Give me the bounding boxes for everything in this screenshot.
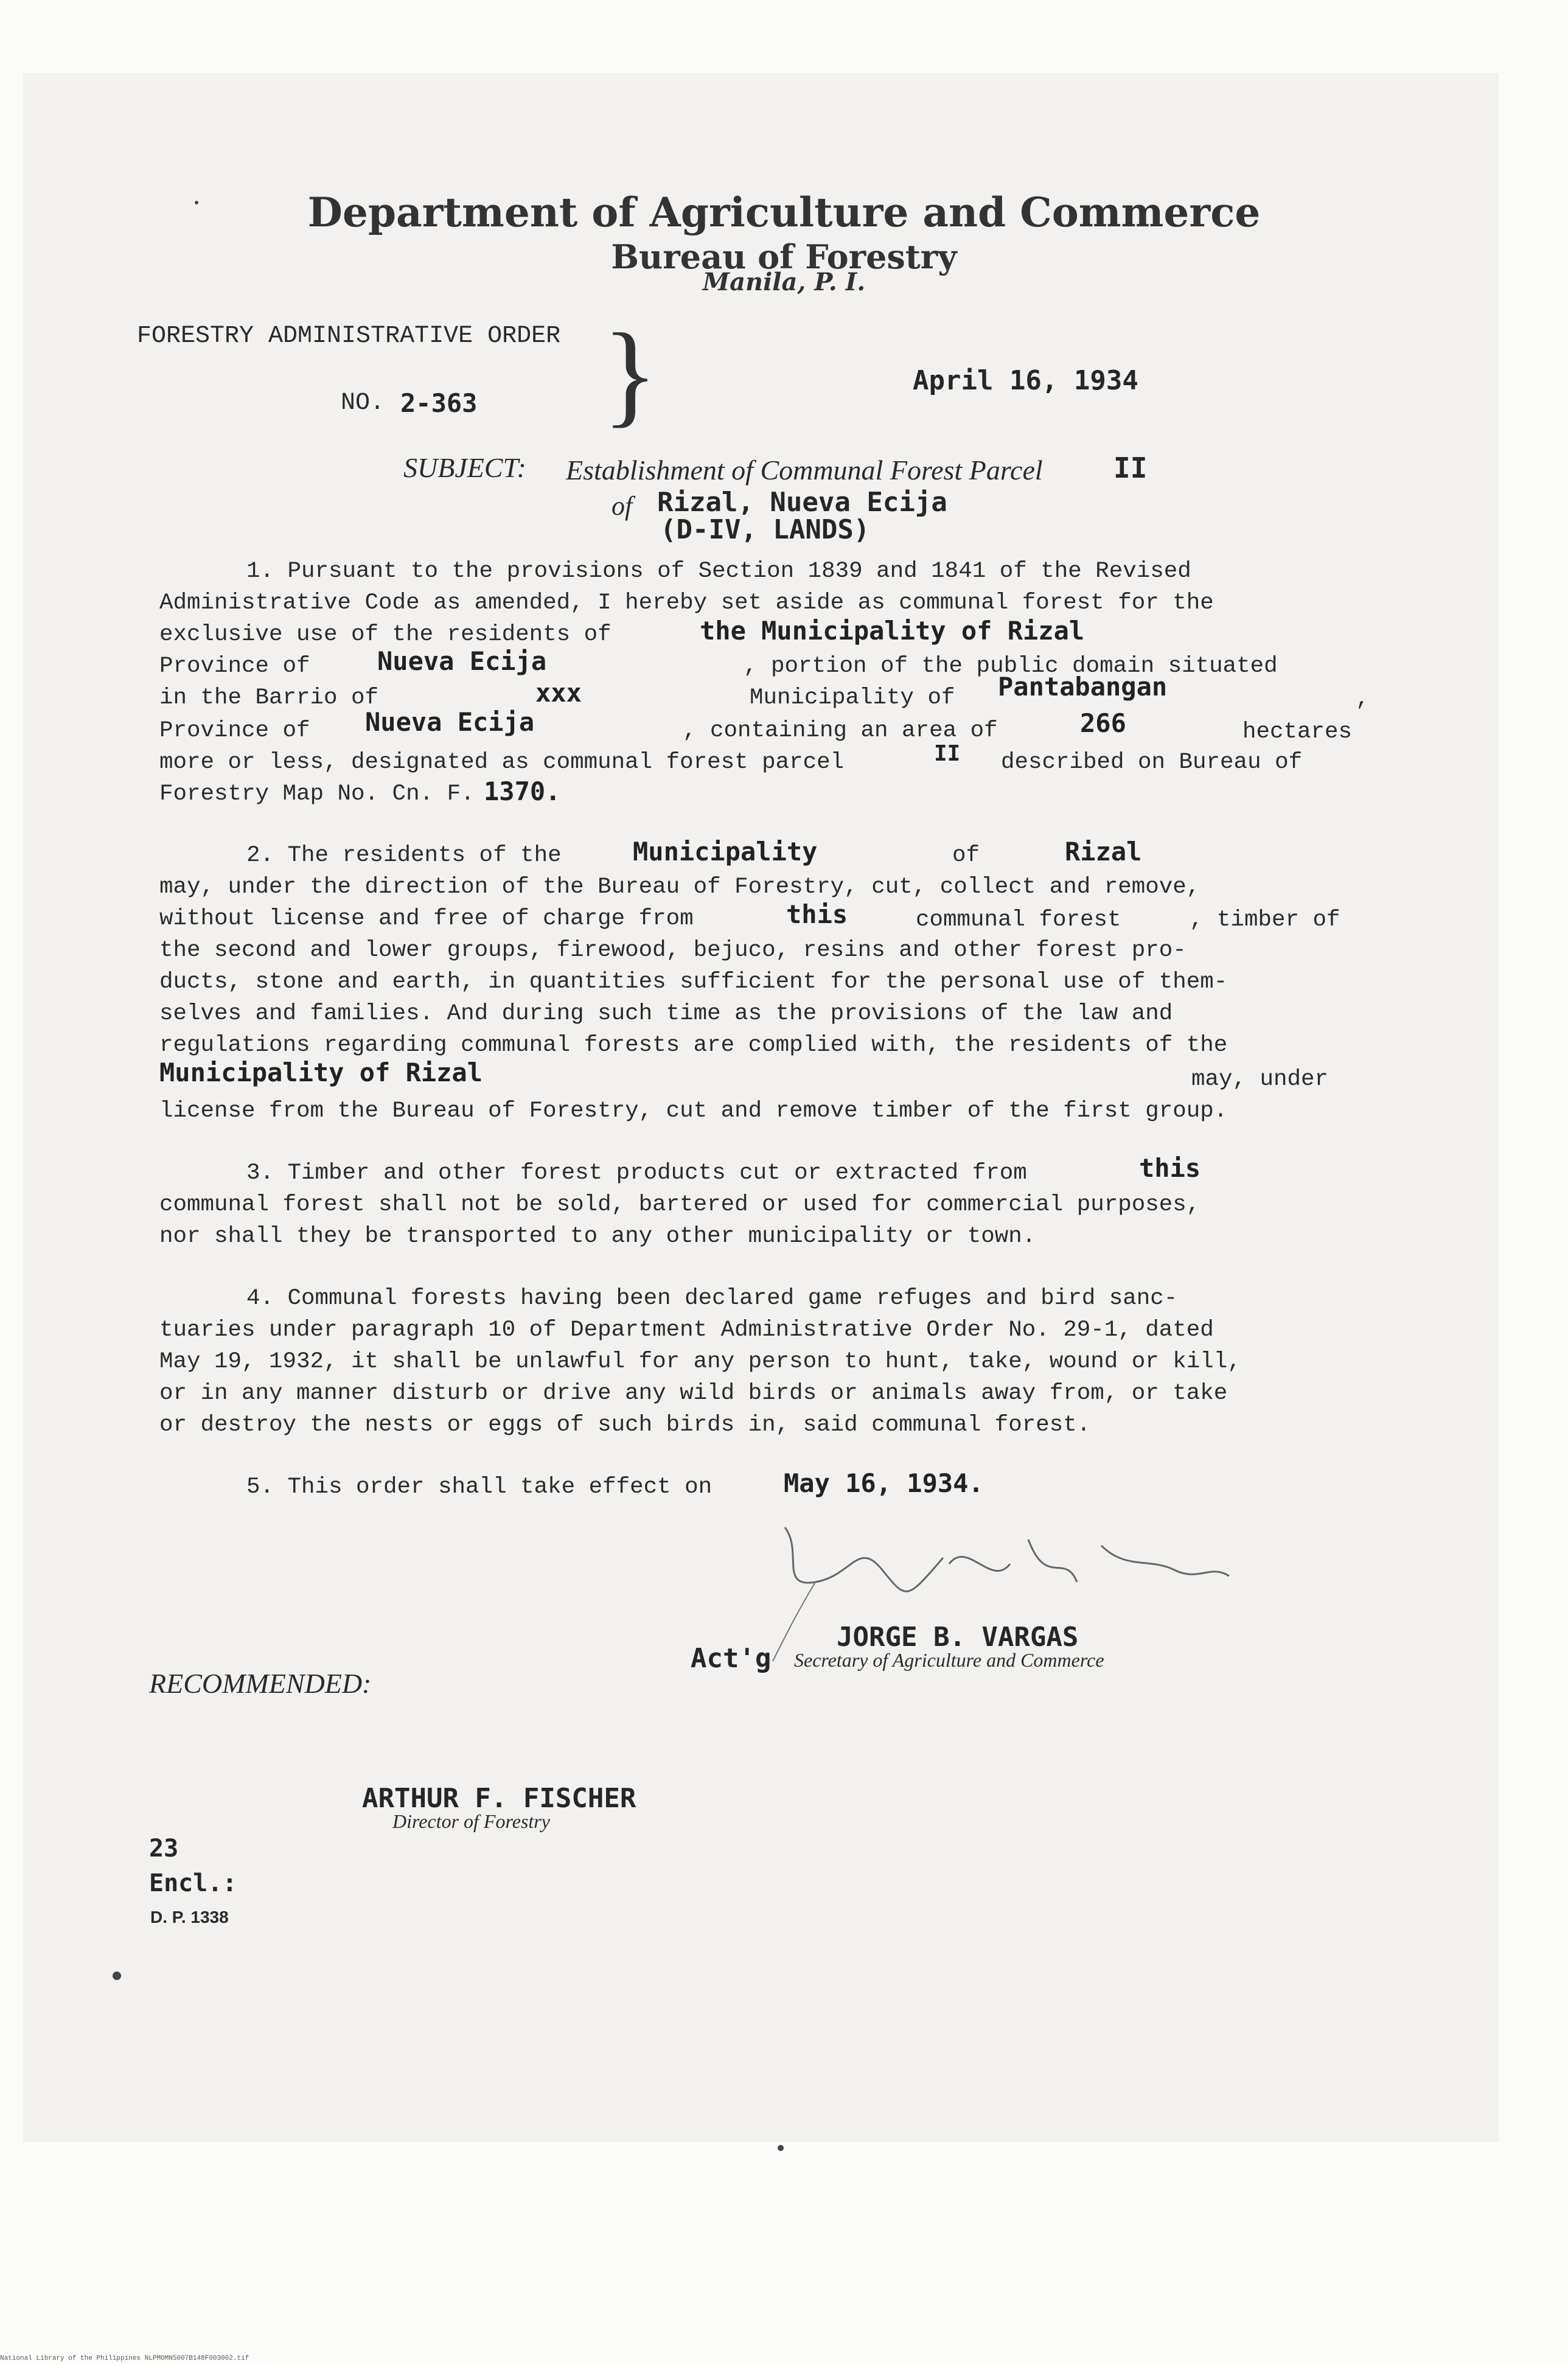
ink-speck	[778, 2145, 784, 2151]
p1-fill: xxx	[535, 678, 582, 708]
p1-line: ,	[1356, 686, 1370, 712]
archive-caption: National Library of the Philippines NLPMOMN5007B148F003002.tif	[0, 2355, 249, 2362]
p2-line: without license and free of charge from	[159, 906, 694, 932]
recommended-label: RECOMMENDED:	[149, 1668, 372, 1699]
p2-line: selves and families. And during such time as the provisions of the law and	[159, 1001, 1173, 1027]
p3-line: nor shall they be transported to any other municipality or town.	[159, 1224, 1036, 1249]
brace-glyph: }	[602, 310, 658, 438]
p1-line: more or less, designated as communal forest parcel	[159, 750, 845, 775]
p1-fill: 1370.	[484, 776, 561, 806]
ink-speck	[195, 201, 198, 204]
p3-line: 3. Timber and other forest products cut or extracted from	[246, 1160, 1027, 1186]
p2-line: may, under	[1191, 1067, 1329, 1092]
p1-line: 1. Pursuant to the provisions of Section 1839 and 1841 of the Revised	[246, 559, 1191, 584]
p2-line: ducts, stone and earth, in quantities sufficient for the personal use of them-	[159, 969, 1228, 995]
p1-line: Province of	[159, 718, 310, 744]
director-name: ARTHUR F. FISCHER	[362, 1783, 636, 1814]
city-heading: Manila, P. I.	[702, 268, 866, 296]
p1-line: , portion of the public domain situated	[744, 654, 1278, 679]
copies-count: 23	[149, 1835, 179, 1863]
p3-fill: this	[1139, 1153, 1201, 1183]
signer-name: JORGE B. VARGAS	[837, 1622, 1079, 1653]
p5-line: 5. This order shall take effect on	[246, 1474, 713, 1500]
p4-line: tuaries under paragraph 10 of Department Administrative Order No. 29-1, dated	[159, 1317, 1214, 1343]
p2-fill: this	[786, 899, 848, 929]
order-number-label: NO.	[341, 389, 385, 417]
p1-fill: Pantabangan	[998, 672, 1168, 702]
p1-line: Province of	[159, 654, 310, 679]
p4-line: 4. Communal forests having been declared game refuges and bird sanc-	[246, 1286, 1178, 1311]
p1-line: , containing an area of	[683, 718, 998, 744]
subject-text: Establishment of Communal Forest Parcel	[566, 455, 1043, 486]
p1-line: in the Barrio of	[159, 685, 379, 711]
bureau-heading: Bureau of Forestry	[611, 237, 957, 276]
p1-fill: 266	[1080, 708, 1126, 738]
p2-line: of	[952, 843, 980, 868]
subject-label: SUBJECT:	[403, 452, 526, 483]
ink-speck	[113, 1972, 121, 1980]
signer-title: Secretary of Agriculture and Commerce	[794, 1649, 1104, 1671]
department-heading: Department of Agriculture and Commerce	[307, 189, 1261, 236]
subject-place: Rizal, Nueva Ecija	[657, 487, 947, 518]
p1-line: Forestry Map No. Cn. F.	[159, 781, 475, 807]
p2-line: may, under the direction of the Bureau of Forestry, cut, collect and remove,	[159, 874, 1200, 900]
p5-fill: May 16, 1934.	[784, 1468, 984, 1498]
p4-line: or destroy the nests or eggs of such birds in, said communal forest.	[159, 1412, 1091, 1438]
subject-parcel-number: II	[1113, 452, 1148, 484]
p1-fill: II	[934, 741, 961, 766]
p2-fill: Municipality of Rizal	[159, 1058, 483, 1087]
p1-fill: Nueva Ecija	[377, 646, 547, 676]
p1-line: Municipality of	[750, 685, 955, 711]
subject-district: (D-IV, LANDS)	[660, 514, 870, 545]
enclosures-label: Encl.:	[149, 1869, 237, 1897]
director-title: Director of Forestry	[392, 1810, 550, 1832]
p3-line: communal forest shall not be sold, bartered or used for commercial purposes,	[159, 1192, 1200, 1218]
p1-fill: Nueva Ecija	[365, 707, 535, 737]
p2-line: license from the Bureau of Forestry, cut and remove timber of the first group.	[159, 1098, 1228, 1124]
order-number: 2-363	[400, 388, 478, 418]
form-number: D. P. 1338	[150, 1908, 229, 1926]
p2-line: the second and lower groups, firewood, bejuco, resins and other forest pro-	[159, 938, 1186, 963]
p4-line: May 19, 1932, it shall be unlawful for any person to hunt, take, wound or kill,	[159, 1349, 1241, 1375]
acting-prefix: Act'g	[691, 1643, 772, 1674]
p2-line: communal forest	[916, 907, 1121, 933]
subject-of: of	[612, 491, 633, 521]
p2-fill: Municipality	[633, 837, 818, 866]
p1-line: hectares	[1242, 719, 1353, 745]
order-label: FORESTRY ADMINISTRATIVE ORDER	[137, 323, 561, 350]
p1-line: exclusive use of the residents of	[159, 622, 612, 647]
p2-line: regulations regarding communal forests are complied with, the residents of the	[159, 1033, 1228, 1058]
p2-fill: Rizal	[1065, 837, 1142, 866]
order-date: April 16, 1934	[913, 365, 1138, 396]
p1-line: described on Bureau of	[1001, 750, 1303, 775]
p2-line: , timber of	[1190, 907, 1340, 933]
p2-line: 2. The residents of the	[246, 843, 562, 868]
p4-line: or in any manner disturb or drive any wild birds or animals away from, or take	[159, 1381, 1228, 1406]
p1-line: Administrative Code as amended, I hereby set aside as communal forest for the	[159, 590, 1214, 616]
p1-fill: the Municipality of Rizal	[700, 616, 1085, 646]
